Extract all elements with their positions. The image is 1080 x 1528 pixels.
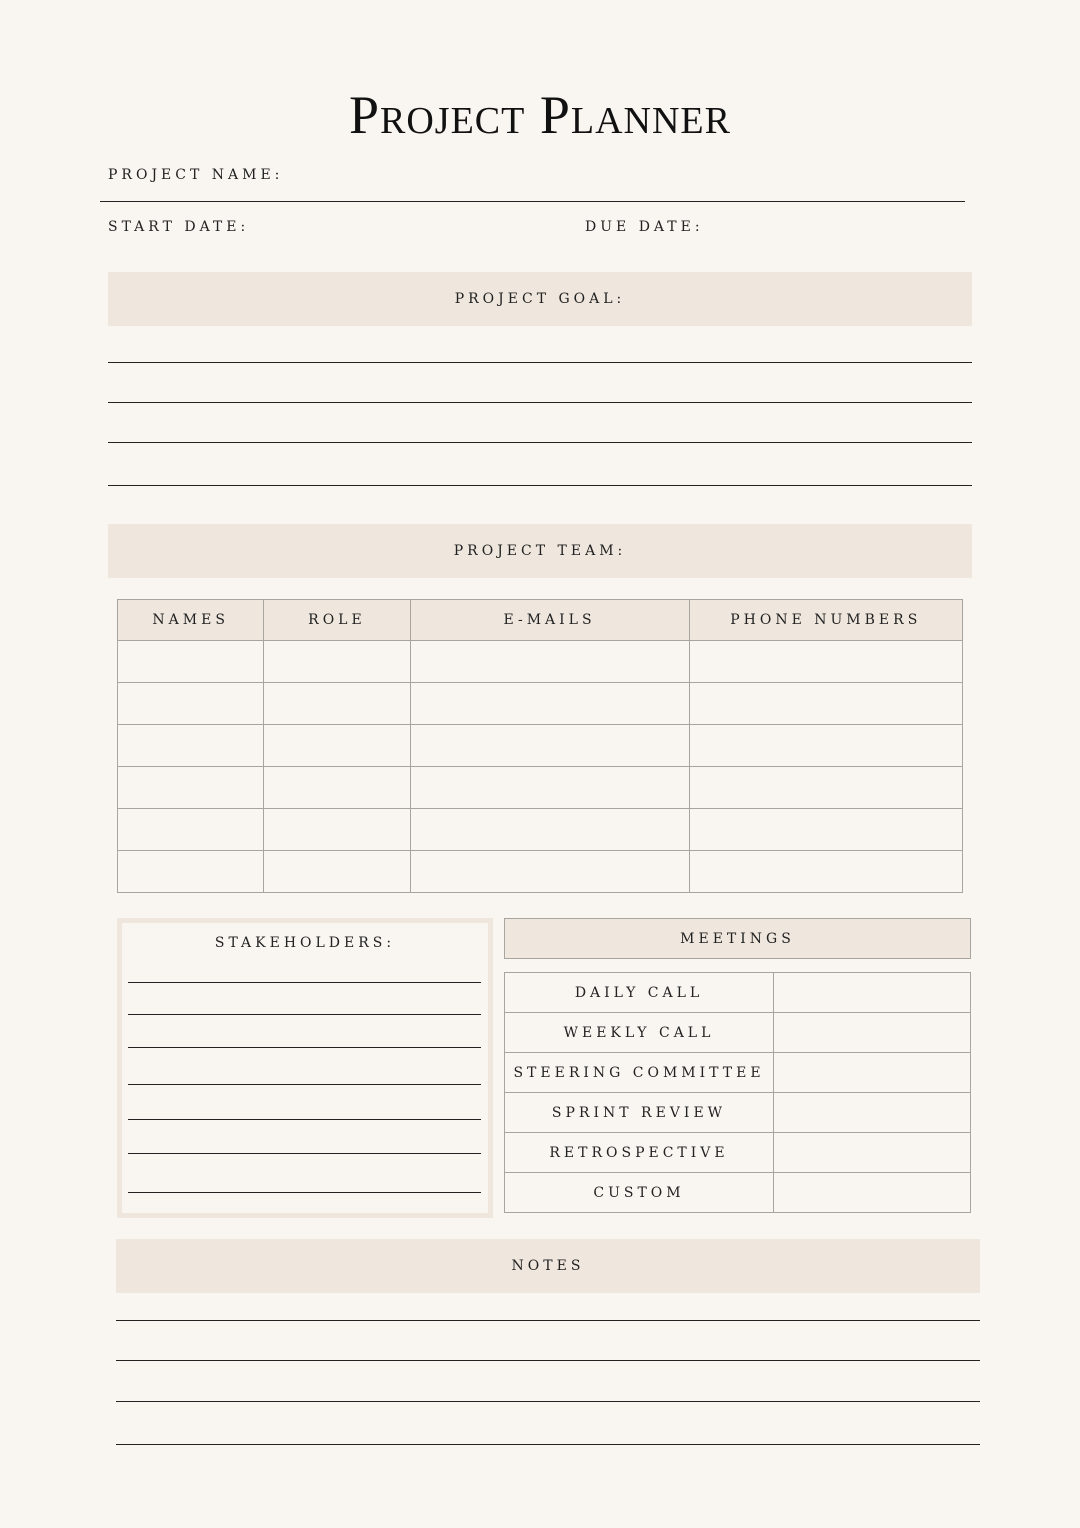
stakeholder-line[interactable] [128, 1192, 481, 1193]
email-cell[interactable] [410, 851, 689, 893]
role-cell[interactable] [264, 809, 410, 851]
meeting-value-cell[interactable] [774, 1173, 971, 1213]
meeting-value-cell[interactable] [774, 973, 971, 1013]
meeting-type-label: STEERING COMMITTEE [505, 1053, 774, 1093]
phone-cell[interactable] [689, 725, 962, 767]
meetings-header [504, 918, 971, 959]
email-cell[interactable] [410, 725, 689, 767]
goal-line[interactable] [108, 362, 972, 363]
meetings-table [504, 972, 971, 1213]
meeting-type-label: RETROSPECTIVE [505, 1133, 774, 1173]
role-cell[interactable] [264, 683, 410, 725]
notes-line[interactable] [116, 1360, 980, 1361]
stakeholders-box [117, 918, 493, 1218]
project-name-label: PROJECT NAME: [108, 167, 284, 183]
meeting-value-cell[interactable] [774, 1133, 971, 1173]
meeting-row [505, 1173, 971, 1213]
project-goal-label: PROJECT GOAL: [454, 291, 626, 307]
meeting-type-label: SPRINT REVIEW [505, 1093, 774, 1133]
notes-header [116, 1239, 980, 1293]
phone-cell[interactable] [689, 683, 962, 725]
goal-line[interactable] [108, 485, 972, 486]
project-goal-header [108, 272, 972, 326]
goal-line[interactable] [108, 442, 972, 443]
table-row [118, 767, 963, 809]
table-row [118, 725, 963, 767]
email-cell[interactable] [410, 641, 689, 683]
role-cell[interactable] [264, 725, 410, 767]
column-header-emails: E-MAILS [410, 600, 689, 641]
phone-cell[interactable] [689, 767, 962, 809]
meeting-type-label: CUSTOM [505, 1173, 774, 1213]
email-cell[interactable] [410, 683, 689, 725]
meeting-value-cell[interactable] [774, 1053, 971, 1093]
table-row [118, 851, 963, 893]
team-table [117, 599, 963, 893]
role-cell[interactable] [264, 641, 410, 683]
team-table-header-row [118, 600, 963, 641]
start-date-label: START DATE: [108, 219, 250, 235]
stakeholder-line[interactable] [128, 1014, 481, 1015]
name-cell[interactable] [118, 767, 264, 809]
name-cell[interactable] [118, 851, 264, 893]
stakeholders-label: STAKEHOLDERS: [214, 935, 396, 951]
table-row [118, 641, 963, 683]
stakeholder-line[interactable] [128, 982, 481, 983]
name-cell[interactable] [118, 683, 264, 725]
role-cell[interactable] [264, 851, 410, 893]
stakeholder-line[interactable] [128, 1084, 481, 1085]
notes-line[interactable] [116, 1444, 980, 1445]
project-name-line[interactable] [100, 201, 965, 202]
due-date-label: DUE DATE: [585, 219, 704, 235]
project-team-header [108, 524, 972, 578]
meetings-label: MEETINGS [680, 930, 795, 947]
phone-cell[interactable] [689, 851, 962, 893]
meeting-type-label: WEEKLY CALL [505, 1013, 774, 1053]
phone-cell[interactable] [689, 809, 962, 851]
name-cell[interactable] [118, 641, 264, 683]
notes-label: NOTES [511, 1258, 585, 1274]
meeting-row [505, 1053, 971, 1093]
table-row [118, 809, 963, 851]
meeting-row [505, 973, 971, 1013]
email-cell[interactable] [410, 809, 689, 851]
table-row [118, 683, 963, 725]
page-title: Project Planner [348, 85, 731, 145]
column-header-role: ROLE [264, 600, 410, 641]
name-cell[interactable] [118, 809, 264, 851]
column-header-names: NAMES [118, 600, 264, 641]
meeting-row [505, 1013, 971, 1053]
email-cell[interactable] [410, 767, 689, 809]
meeting-value-cell[interactable] [774, 1013, 971, 1053]
name-cell[interactable] [118, 725, 264, 767]
meeting-row [505, 1093, 971, 1133]
goal-line[interactable] [108, 402, 972, 403]
stakeholder-line[interactable] [128, 1119, 481, 1120]
notes-line[interactable] [116, 1320, 980, 1321]
role-cell[interactable] [264, 767, 410, 809]
stakeholder-line[interactable] [128, 1153, 481, 1154]
notes-line[interactable] [116, 1401, 980, 1402]
meeting-type-label: DAILY CALL [505, 973, 774, 1013]
project-team-label: PROJECT TEAM: [453, 543, 627, 559]
column-header-phone-numbers: PHONE NUMBERS [689, 600, 962, 641]
meeting-row [505, 1133, 971, 1173]
meeting-value-cell[interactable] [774, 1093, 971, 1133]
phone-cell[interactable] [689, 641, 962, 683]
stakeholder-line[interactable] [128, 1047, 481, 1048]
